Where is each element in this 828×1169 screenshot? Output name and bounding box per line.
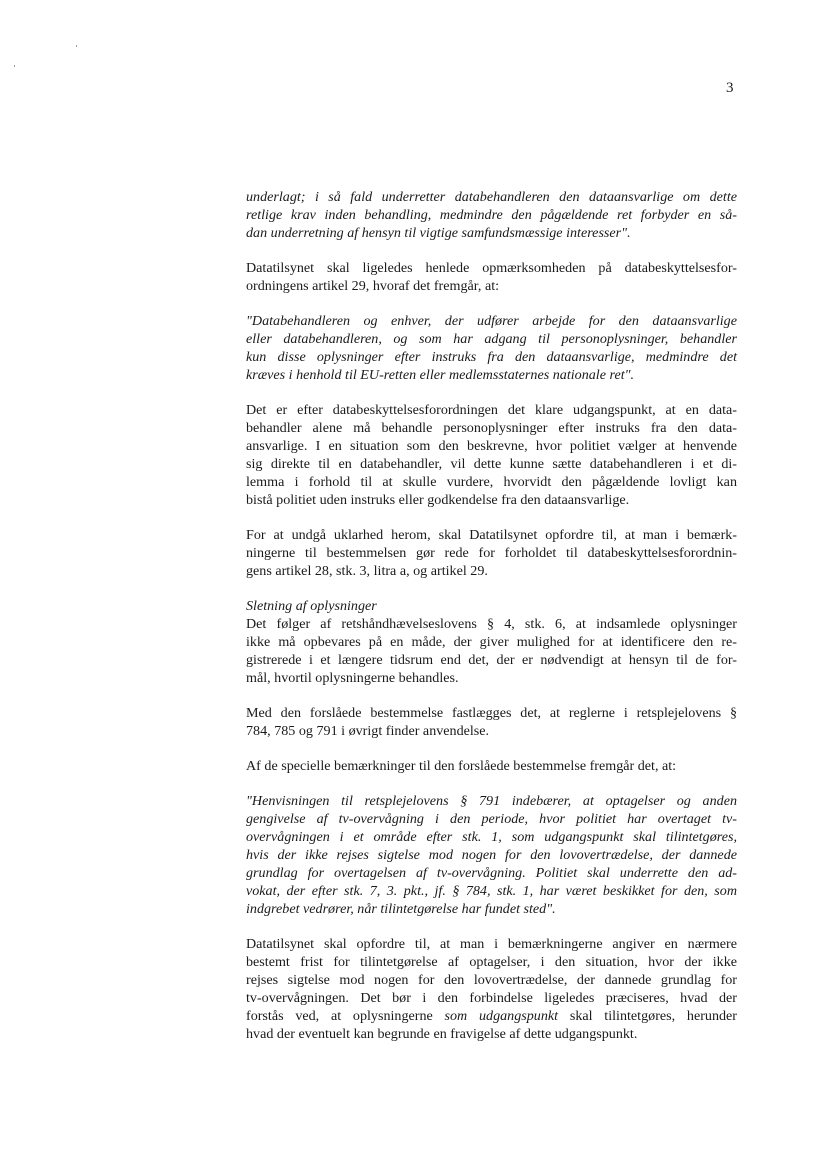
text-line: eller databehandleren, og som har adgang til personoplysninger, behandler bbox=[246, 331, 737, 347]
text-line: underlagt; i så fald underretter databehandleren den dataansvarlige om dette bbox=[246, 189, 737, 205]
text-line: mål, hvortil oplysningerne behandles. bbox=[246, 670, 459, 686]
text-line: ningerne til bestemmelsen gør rede for forholdet til databeskyttelsesforordnin- bbox=[246, 545, 737, 561]
text-line: 784, 785 og 791 i øvrigt finder anvendelse. bbox=[246, 723, 490, 739]
text-line: sig direkte til en databehandler, vil dette kunne sætte databehandleren i et di- bbox=[246, 456, 737, 472]
text-line: gistrerede i et længere tidsrum end det, der er nødvendigt at hensyn til de for- bbox=[246, 652, 737, 668]
text-line: Med den forslåede bestemmelse fastlægges det, at reglerne i retsplejelovens § bbox=[246, 705, 737, 721]
paragraph-processor-dilemma bbox=[246, 401, 737, 509]
text-line-with-emphasis bbox=[246, 1007, 737, 1025]
paragraph-quote-continuation bbox=[246, 188, 737, 242]
text-line: bestemt frist for tilintetgørelse af optagelser, i den situation, hvor der ikke bbox=[246, 954, 737, 970]
paragraph-special-remarks-quote bbox=[246, 792, 737, 918]
scan-speck bbox=[14, 65, 15, 67]
paragraph-article-29-intro bbox=[246, 259, 737, 295]
text-line: ikke må opbevares på en måde, der giver mulighed for at identificere den re- bbox=[246, 634, 737, 650]
text-line: kræves i henhold til EU-retten eller medlemsstaternes nationale ret". bbox=[246, 367, 635, 383]
text-line: Det er efter databeskyttelsesforordningen det klare udgangspunkt, at en data- bbox=[246, 402, 737, 418]
text-line: Datatilsynet skal opfordre til, at man i bemærkningerne angiver en nærmere bbox=[246, 936, 737, 952]
page-number: 3 bbox=[726, 80, 734, 96]
text-line: behandler alene må behandle personoplysninger efter instruks fra den data- bbox=[246, 420, 737, 436]
text-line: rejses sigtelse mod nogen for den lovovertrædelse, der dannede grundlag for bbox=[246, 972, 737, 988]
text-line: Datatilsynet skal ligeledes henlede opmærksomheden på databeskyttelsesfor- bbox=[246, 260, 737, 276]
emphasis-text: som udgangspunkt bbox=[444, 1008, 559, 1024]
text-line: bistå politiet uden instruks eller godkendelse fra den dataansvarlige. bbox=[246, 492, 630, 508]
paragraph-deletion-deadline bbox=[246, 935, 737, 1043]
text-line: grundlag for overtagelsen af tv-overvågning. Politiet skal underrette den ad- bbox=[246, 865, 737, 881]
paragraph-special-remarks-intro bbox=[246, 757, 737, 775]
text-fragment: skal tilintetgøres, herunder bbox=[558, 1008, 737, 1024]
paragraph-recommendation-clarity bbox=[246, 526, 737, 580]
scan-speck bbox=[76, 45, 77, 47]
text-line: hvad der eventuelt kan begrunde en fravigelse af dette udgangspunkt. bbox=[246, 1026, 638, 1042]
section-deletion bbox=[246, 597, 737, 687]
text-line: "Databehandleren og enhver, der udfører arbejde for den dataansvarlige bbox=[246, 313, 737, 329]
text-line: lemma i forhold til at skulle vurdere, hvorvidt den pågældende lovligt kan bbox=[246, 474, 737, 490]
text-line: vokat, der efter stk. 7, 3. pkt., jf. § 784, stk. 1, har været beskikket for den, som bbox=[246, 883, 737, 899]
text-line: hvis der ikke rejses sigtelse mod nogen for den lovovertrædelse, der dannede bbox=[246, 847, 737, 863]
paragraph-article-29-quote bbox=[246, 312, 737, 384]
document-body bbox=[246, 188, 737, 1060]
text-line: ansvarlige. I en situation som den beskrevne, hvor politiet vælger at henvende bbox=[246, 438, 737, 454]
text-line: overvågningen i et område efter stk. 1, som udgangspunkt skal tilintetgøres, bbox=[246, 829, 737, 845]
text-line: kun disse oplysninger efter instruks fra den dataansvarlige, medmindre det bbox=[246, 349, 737, 365]
text-line: indgrebet vedrører, når tilintetgørelse har fundet sted". bbox=[246, 901, 556, 917]
text-line: dan underretning af hensyn til vigtige samfundsmæssige interesser". bbox=[246, 225, 631, 241]
text-line: Det følger af retshåndhævelseslovens § 4, stk. 6, at indsamlede oplysninger bbox=[246, 616, 737, 632]
text-line: Af de specielle bemærkninger til den forslåede bestemmelse fremgår det, at: bbox=[246, 758, 677, 774]
text-line: "Henvisningen til retsplejelovens § 791 indebærer, at optagelser og anden bbox=[246, 793, 737, 809]
text-line: tv-overvågningen. Det bør i den forbindelse ligeledes præciseres, hvad der bbox=[246, 990, 737, 1006]
text-line: retlige krav inden behandling, medmindre den pågældende ret forbyder en så- bbox=[246, 207, 737, 223]
text-line: gens artikel 28, stk. 3, litra a, og artikel 29. bbox=[246, 563, 488, 579]
text-line: For at undgå uklarhed herom, skal Datatilsynet opfordre til, at man i bemærk- bbox=[246, 527, 737, 543]
text-line: gengivelse af tv-overvågning i den periode, hvor politiet har overtaget tv- bbox=[246, 811, 737, 827]
section-heading: Sletning af oplysninger bbox=[246, 598, 377, 614]
text-line: ordningens artikel 29, hvoraf det fremgår, at: bbox=[246, 278, 500, 294]
text-fragment: forstås ved, at oplysningerne bbox=[246, 1008, 445, 1024]
paragraph-retsplejelov-reference bbox=[246, 704, 737, 740]
